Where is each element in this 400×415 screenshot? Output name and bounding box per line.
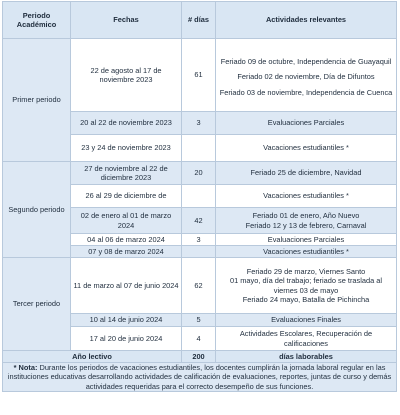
row-fechas: 27 de noviembre al 22 de diciembre 2023 <box>71 162 182 185</box>
activity-item: Feriado 02 de noviembre, Día de Difuntos <box>237 72 375 82</box>
activity-item: 01 mayo, día del trabajo; feriado se traslada al viernes 03 de mayo <box>229 276 382 295</box>
row-fechas: 26 al 29 de diciembre de <box>71 185 182 208</box>
row-dias: 3 <box>182 112 216 135</box>
footnote-text: Durante los periodos de vacaciones estudiantiles, los docentes cumplirán la jornada laboral regular en las instituciones educativas desarrollando actividades de calificación de evaluaciones, reportes, juntas de curso y demás actividades requeridas para el correcto desempeño de sus funciones. <box>7 363 392 391</box>
row-fechas: 20 al 22 de noviembre 2023 <box>71 112 182 135</box>
row-actividades: Evaluaciones Finales <box>216 314 397 327</box>
school-calendar-table <box>2 1 397 392</box>
row-fechas: 10 al 14 de junio 2024 <box>71 314 182 327</box>
header-row <box>3 2 397 39</box>
row-dias: 61 <box>182 39 216 112</box>
header-actividades: Actividades relevantes <box>216 2 397 39</box>
activity-item: Feriado 03 de noviembre, Independencia de Cuenca <box>219 87 393 97</box>
table-row <box>3 162 397 185</box>
row-actividades: Vacaciones estudiantiles * <box>216 185 397 208</box>
header-periodo: Periodo Académico <box>3 2 71 39</box>
totals-dias: 200 <box>182 351 216 363</box>
activity-item: Feriado 01 de enero, Año Nuevo <box>252 211 360 221</box>
totals-unit: días laborables <box>216 351 397 363</box>
row-dias: 20 <box>182 162 216 185</box>
row-dias <box>182 135 216 162</box>
header-fechas: Fechas <box>71 2 182 39</box>
table-row <box>3 39 397 112</box>
footnote <box>3 363 397 392</box>
header-dias: # días <box>182 2 216 39</box>
row-actividades: Vacaciones estudiantiles * <box>216 246 397 258</box>
totals-label: Año lectivo <box>3 351 182 363</box>
footnote-lead: * Nota: <box>13 363 38 372</box>
row-actividades: Actividades Escolares, Recuperación de calificaciones <box>216 327 397 351</box>
row-fechas: 23 y 24 de noviembre 2023 <box>71 135 182 162</box>
row-fechas: 22 de agosto al 17 de noviembre 2023 <box>71 39 182 112</box>
totals-row <box>3 351 397 363</box>
row-actividades <box>216 39 397 112</box>
row-fechas: 02 de enero al 01 de marzo 2024 <box>71 208 182 234</box>
row-actividades: Evaluaciones Parciales <box>216 234 397 246</box>
activity-item: Feriado 29 de marzo, Viernes Santo <box>246 266 366 276</box>
row-dias <box>182 246 216 258</box>
row-dias: 62 <box>182 258 216 314</box>
row-actividades: Feriado 25 de diciembre, Navidad <box>216 162 397 185</box>
row-actividades: Vacaciones estudiantiles * <box>216 135 397 162</box>
activity-item: Feriado 09 de octubre, Independencia de Guayaquil <box>220 57 392 67</box>
row-dias <box>182 185 216 208</box>
row-fechas: 11 de marzo al 07 de junio 2024 <box>71 258 182 314</box>
row-dias: 3 <box>182 234 216 246</box>
activity-item: Feriado 24 mayo, Batalla de Pichincha <box>242 294 370 304</box>
row-fechas: 17 al 20 de junio 2024 <box>71 327 182 351</box>
row-fechas: 07 y 08 de marzo 2024 <box>71 246 182 258</box>
row-actividades: Evaluaciones Parciales <box>216 112 397 135</box>
row-fechas: 04 al 06 de marzo 2024 <box>71 234 182 246</box>
row-dias: 5 <box>182 314 216 327</box>
row-dias: 4 <box>182 327 216 351</box>
note-row <box>3 363 397 392</box>
row-actividades <box>216 208 397 234</box>
table-row <box>3 258 397 314</box>
activity-item: Feriado 12 y 13 de febrero, Carnaval <box>245 220 367 230</box>
row-dias: 42 <box>182 208 216 234</box>
period-name: Primer periodo <box>3 39 71 162</box>
period-name: Segundo periodo <box>3 162 71 258</box>
period-name: Tercer periodo <box>3 258 71 351</box>
row-actividades <box>216 258 397 314</box>
